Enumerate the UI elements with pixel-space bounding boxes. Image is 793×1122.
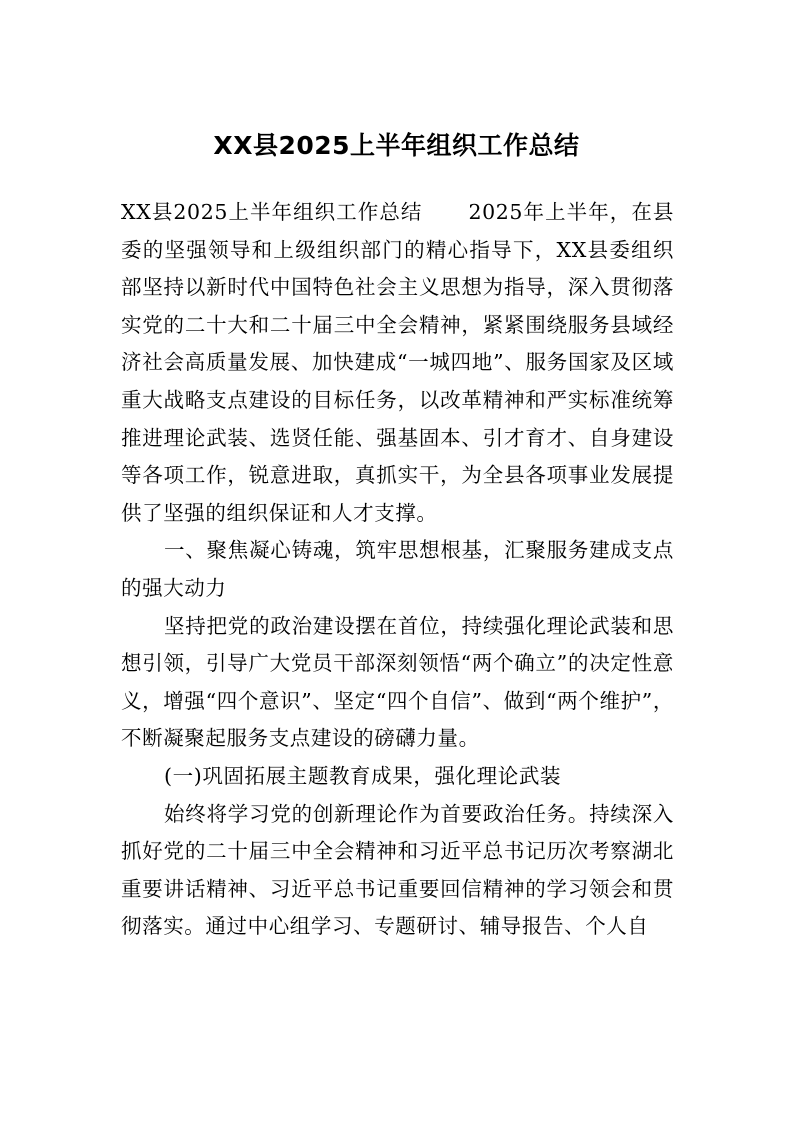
- paragraph-intro-lead: XX县2025上半年组织工作总结: [121, 200, 423, 224]
- section-heading-1: 一、聚焦凝心铸魂，筑牢思想根基，汇聚服务建成支点的强大动力: [121, 538, 674, 600]
- subsection-heading-1: (一)巩固拓展主题教育成果，强化理论武装: [164, 763, 562, 788]
- paragraph-intro: [121, 194, 674, 532]
- paragraph-section-1: 坚持把党的政治建设摆在首位，持续强化理论武装和思想引领，引导广大党员干部深刻领悟“两个确立”的决定性意义，增强“四个意识”、坚定“四个自信”、做到“两个维护”，不断凝聚起服务支点建设的磅礴力量。: [121, 613, 674, 751]
- paragraph-intro-text: 2025年上半年，在县委的坚强领导和上级组织部门的精心指导下，XX县委组织部坚持以新时代中国特色社会主义思想为指导，深入贯彻落实党的二十大和二十届三中全会精神，紧紧围绕服务县域经济社会高质量发展、加快建成“一城四地”、服务国家及区域重大战略支点建设的目标任务，以改革精神和严实标准统筹推进理论武装、选贤任能、强基固本、引才育才、自身建设等各项工作，锐意进取，真抓实干，为全县各项事业发展提供了坚强的组织保证和人才支撑。: [121, 200, 674, 525]
- document-body: [121, 194, 674, 946]
- paragraph-subsection-1: 始终将学习党的创新理论作为首要政治任务。持续深入抓好党的二十届三中全会精神和习近平总书记历次考察湖北重要讲话精神、习近平总书记重要回信精神的学习领会和贯彻落实。通过中心组学习、专题研讨、辅导报告、个人自: [121, 801, 674, 939]
- document-title: XX县2025上半年组织工作总结: [213, 131, 580, 160]
